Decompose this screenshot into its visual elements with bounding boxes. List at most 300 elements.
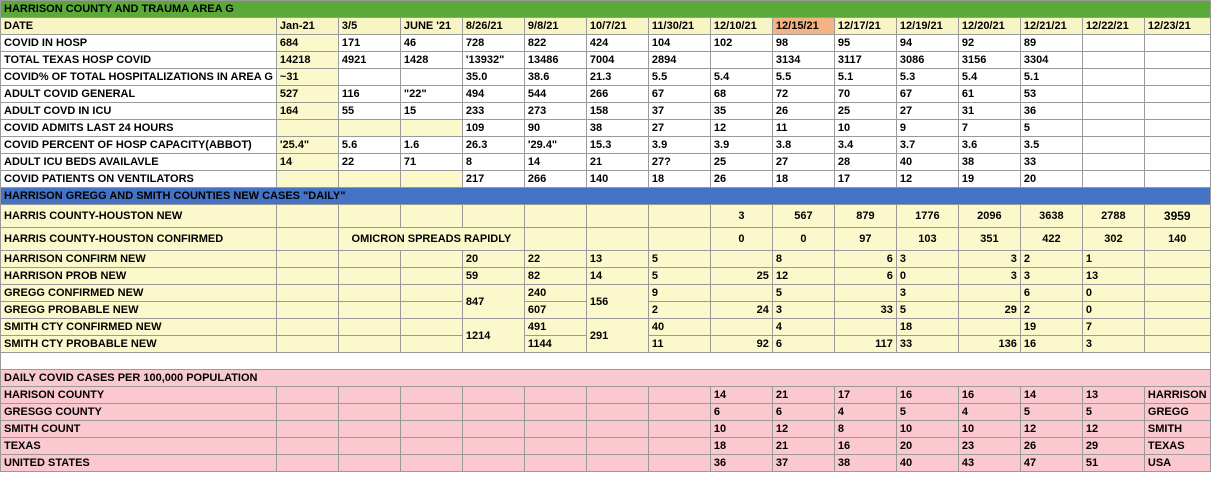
empty-cell[interactable] xyxy=(400,268,462,285)
data-cell[interactable]: 0 xyxy=(896,268,958,285)
data-cell[interactable]: "22" xyxy=(400,86,462,103)
row-tag[interactable]: SMITH xyxy=(1144,421,1210,438)
data-cell[interactable] xyxy=(710,319,772,336)
data-cell[interactable]: 72 xyxy=(772,86,834,103)
empty-cell[interactable] xyxy=(400,421,462,438)
data-cell[interactable]: 14 xyxy=(710,387,772,404)
data-cell[interactable]: 5 xyxy=(1082,404,1144,421)
data-cell[interactable]: 94 xyxy=(896,35,958,52)
data-cell[interactable]: 33 xyxy=(1020,154,1082,171)
data-cell[interactable] xyxy=(710,251,772,268)
row-label[interactable]: GRESGG COUNTY xyxy=(1,404,277,421)
empty-cell[interactable] xyxy=(462,421,524,438)
merged-cell[interactable]: 1214 xyxy=(462,319,524,353)
data-cell[interactable]: 3.8 xyxy=(772,137,834,154)
data-cell[interactable]: 266 xyxy=(524,171,586,188)
data-cell[interactable]: 26.3 xyxy=(462,137,524,154)
row-label[interactable]: HARISON COUNTY xyxy=(1,387,277,404)
empty-cell[interactable] xyxy=(276,268,338,285)
data-cell[interactable]: 544 xyxy=(524,86,586,103)
data-cell[interactable]: 0 xyxy=(710,228,772,251)
data-cell[interactable]: 10 xyxy=(834,120,896,137)
data-cell[interactable] xyxy=(834,285,896,302)
empty-cell[interactable] xyxy=(524,455,586,472)
empty-cell[interactable] xyxy=(648,228,710,251)
row-label[interactable]: HARRIS COUNTY-HOUSTON NEW xyxy=(1,205,277,228)
date-header-label[interactable]: DATE xyxy=(1,18,277,35)
data-cell[interactable]: 217 xyxy=(462,171,524,188)
data-cell[interactable]: 3134 xyxy=(772,52,834,69)
data-cell[interactable]: 5.3 xyxy=(896,69,958,86)
data-cell[interactable]: 9 xyxy=(896,120,958,137)
data-cell[interactable]: 3156 xyxy=(958,52,1020,69)
data-cell[interactable]: '13932" xyxy=(462,52,524,69)
row-label[interactable]: GREGG CONFIRMED NEW xyxy=(1,285,277,302)
data-cell[interactable]: 136 xyxy=(958,336,1020,353)
empty-cell[interactable] xyxy=(400,438,462,455)
data-cell[interactable]: 4921 xyxy=(338,52,400,69)
row-label[interactable]: COVID IN HOSP xyxy=(1,35,277,52)
data-cell[interactable]: 21 xyxy=(772,387,834,404)
data-cell[interactable]: 171 xyxy=(338,35,400,52)
data-cell[interactable]: 14218 xyxy=(276,52,338,69)
data-cell[interactable]: 12 xyxy=(710,120,772,137)
empty-cell[interactable] xyxy=(524,205,586,228)
data-cell[interactable]: 59 xyxy=(462,268,524,285)
date-header-cell[interactable]: 12/22/21 xyxy=(1082,18,1144,35)
data-cell[interactable] xyxy=(1144,69,1210,86)
data-cell[interactable] xyxy=(1082,69,1144,86)
row-label[interactable]: COVID PATIENTS ON VENTILATORS xyxy=(1,171,277,188)
data-cell[interactable]: 25 xyxy=(710,268,772,285)
data-cell[interactable]: 95 xyxy=(834,35,896,52)
data-cell[interactable]: 38 xyxy=(834,455,896,472)
empty-cell[interactable] xyxy=(462,205,524,228)
empty-cell[interactable] xyxy=(338,404,400,421)
data-cell[interactable]: 140 xyxy=(586,171,648,188)
data-cell[interactable]: 21 xyxy=(586,154,648,171)
data-cell[interactable]: 3.5 xyxy=(1020,137,1082,154)
date-header-cell[interactable]: 9/8/21 xyxy=(524,18,586,35)
empty-cell[interactable] xyxy=(524,387,586,404)
empty-cell[interactable] xyxy=(338,455,400,472)
empty-cell[interactable] xyxy=(400,319,462,336)
date-header-cell[interactable]: Jan-21 xyxy=(276,18,338,35)
data-cell[interactable]: 5.4 xyxy=(958,69,1020,86)
data-cell[interactable]: 7 xyxy=(958,120,1020,137)
data-cell[interactable]: 5.4 xyxy=(710,69,772,86)
empty-cell[interactable] xyxy=(400,302,462,319)
data-cell[interactable]: 3.6 xyxy=(958,137,1020,154)
data-cell[interactable]: 16 xyxy=(896,387,958,404)
data-cell[interactable]: 16 xyxy=(834,438,896,455)
empty-cell[interactable] xyxy=(462,438,524,455)
data-cell[interactable] xyxy=(276,171,338,188)
data-cell[interactable]: 3 xyxy=(1020,268,1082,285)
date-header-cell[interactable]: 12/10/21 xyxy=(710,18,772,35)
data-cell[interactable]: 12 xyxy=(1020,421,1082,438)
section-title-new-cases[interactable]: HARRISON GREGG AND SMITH COUNTIES NEW CASES "DAILY" xyxy=(1,188,1211,205)
row-label[interactable]: UNITED STATES xyxy=(1,455,277,472)
data-cell[interactable] xyxy=(338,69,400,86)
data-cell[interactable] xyxy=(400,171,462,188)
data-cell[interactable]: 92 xyxy=(958,35,1020,52)
data-cell[interactable]: 26 xyxy=(772,103,834,120)
data-cell[interactable]: 89 xyxy=(1020,35,1082,52)
empty-cell[interactable] xyxy=(338,205,400,228)
data-cell[interactable]: 25 xyxy=(834,103,896,120)
data-cell[interactable]: 5 xyxy=(896,404,958,421)
data-cell[interactable]: 15.3 xyxy=(586,137,648,154)
row-tag[interactable]: HARRISON xyxy=(1144,387,1210,404)
empty-cell[interactable] xyxy=(648,421,710,438)
empty-cell[interactable] xyxy=(462,387,524,404)
row-label[interactable]: HARRIS COUNTY-HOUSTON CONFIRMED xyxy=(1,228,277,251)
empty-cell[interactable] xyxy=(338,302,400,319)
merged-cell[interactable]: 847 xyxy=(462,285,524,319)
data-cell[interactable]: 1776 xyxy=(896,205,958,228)
data-cell[interactable]: 5 xyxy=(1020,404,1082,421)
data-cell[interactable]: 302 xyxy=(1082,228,1144,251)
data-cell[interactable]: 491 xyxy=(524,319,586,336)
row-label[interactable]: TEXAS xyxy=(1,438,277,455)
empty-cell[interactable] xyxy=(276,319,338,336)
data-cell[interactable]: 4 xyxy=(834,404,896,421)
merged-cell[interactable]: 156 xyxy=(586,285,648,319)
data-cell[interactable]: 13486 xyxy=(524,52,586,69)
data-cell[interactable]: 4 xyxy=(772,319,834,336)
empty-cell[interactable] xyxy=(276,228,338,251)
empty-cell[interactable] xyxy=(400,251,462,268)
empty-cell[interactable] xyxy=(338,421,400,438)
data-cell[interactable]: 28 xyxy=(834,154,896,171)
row-label[interactable]: SMITH COUNT xyxy=(1,421,277,438)
data-cell[interactable]: 116 xyxy=(338,86,400,103)
data-cell[interactable] xyxy=(958,285,1020,302)
empty-cell[interactable] xyxy=(276,251,338,268)
empty-cell[interactable] xyxy=(338,387,400,404)
data-cell[interactable]: 10 xyxy=(896,421,958,438)
data-cell[interactable] xyxy=(710,52,772,69)
empty-cell[interactable] xyxy=(586,438,648,455)
data-cell[interactable]: 27 xyxy=(772,154,834,171)
data-cell[interactable]: 2894 xyxy=(648,52,710,69)
empty-cell[interactable] xyxy=(400,205,462,228)
data-cell[interactable]: 8 xyxy=(462,154,524,171)
data-cell[interactable]: 24 xyxy=(710,302,772,319)
data-cell[interactable] xyxy=(1144,52,1210,69)
data-cell[interactable]: 38.6 xyxy=(524,69,586,86)
data-cell[interactable]: 140 xyxy=(1144,228,1210,251)
data-cell[interactable]: 6 xyxy=(1020,285,1082,302)
empty-cell[interactable] xyxy=(338,285,400,302)
data-cell[interactable]: 3.9 xyxy=(648,137,710,154)
data-cell[interactable]: 2788 xyxy=(1082,205,1144,228)
empty-cell[interactable] xyxy=(586,455,648,472)
row-tag[interactable]: USA xyxy=(1144,455,1210,472)
empty-cell[interactable] xyxy=(338,336,400,353)
empty-cell[interactable] xyxy=(276,404,338,421)
row-tag[interactable]: GREGG xyxy=(1144,404,1210,421)
empty-cell[interactable] xyxy=(276,302,338,319)
data-cell[interactable]: 16 xyxy=(1020,336,1082,353)
data-cell[interactable]: 20 xyxy=(462,251,524,268)
data-cell[interactable]: 22 xyxy=(338,154,400,171)
empty-cell[interactable] xyxy=(400,285,462,302)
data-cell[interactable]: 29 xyxy=(958,302,1020,319)
data-cell[interactable]: 5.1 xyxy=(1020,69,1082,86)
data-cell[interactable] xyxy=(1082,120,1144,137)
data-cell[interactable] xyxy=(1082,35,1144,52)
data-cell[interactable]: 5.1 xyxy=(834,69,896,86)
merged-cell[interactable]: 291 xyxy=(586,319,648,353)
data-cell[interactable]: 240 xyxy=(524,285,586,302)
empty-cell[interactable] xyxy=(276,205,338,228)
data-cell[interactable]: 5 xyxy=(648,268,710,285)
data-cell[interactable]: 13 xyxy=(1082,387,1144,404)
data-cell[interactable]: 8 xyxy=(772,251,834,268)
data-cell[interactable]: 17 xyxy=(834,387,896,404)
data-cell[interactable]: 67 xyxy=(648,86,710,103)
data-cell[interactable]: 1 xyxy=(1082,251,1144,268)
data-cell[interactable]: 18 xyxy=(896,319,958,336)
empty-cell[interactable] xyxy=(586,387,648,404)
data-cell[interactable]: 351 xyxy=(958,228,1020,251)
data-cell[interactable]: 18 xyxy=(772,171,834,188)
empty-cell[interactable] xyxy=(276,455,338,472)
data-cell[interactable]: 3 xyxy=(958,268,1020,285)
empty-cell[interactable] xyxy=(648,404,710,421)
data-cell[interactable]: 5.5 xyxy=(772,69,834,86)
data-cell[interactable]: 16 xyxy=(958,387,1020,404)
data-cell[interactable]: 11 xyxy=(772,120,834,137)
data-cell[interactable] xyxy=(1144,103,1210,120)
empty-cell[interactable] xyxy=(338,251,400,268)
data-cell[interactable]: 13 xyxy=(586,251,648,268)
data-cell[interactable]: 55 xyxy=(338,103,400,120)
data-cell[interactable]: 33 xyxy=(896,336,958,353)
data-cell[interactable]: 8 xyxy=(834,421,896,438)
data-cell[interactable]: 2096 xyxy=(958,205,1020,228)
date-header-cell[interactable]: 10/7/21 xyxy=(586,18,648,35)
data-cell[interactable]: 29 xyxy=(1082,438,1144,455)
empty-cell[interactable] xyxy=(276,421,338,438)
data-cell[interactable] xyxy=(1144,35,1210,52)
data-cell[interactable]: 822 xyxy=(524,35,586,52)
data-cell[interactable]: 14 xyxy=(586,268,648,285)
row-label[interactable]: SMITH CTY PROBABLE NEW xyxy=(1,336,277,353)
data-cell[interactable]: 14 xyxy=(1020,387,1082,404)
data-cell[interactable]: 98 xyxy=(772,35,834,52)
data-cell[interactable]: 494 xyxy=(462,86,524,103)
empty-cell[interactable] xyxy=(276,438,338,455)
data-cell[interactable] xyxy=(338,171,400,188)
empty-cell[interactable] xyxy=(1144,336,1210,353)
data-cell[interactable]: 36 xyxy=(1020,103,1082,120)
data-cell[interactable]: 607 xyxy=(524,302,586,319)
data-cell[interactable]: 0 xyxy=(772,228,834,251)
data-cell[interactable]: 6 xyxy=(834,251,896,268)
row-label[interactable]: HARRISON CONFIRM NEW xyxy=(1,251,277,268)
data-cell[interactable]: 158 xyxy=(586,103,648,120)
data-cell[interactable]: 5 xyxy=(896,302,958,319)
date-header-cell[interactable]: 12/23/21 xyxy=(1144,18,1210,35)
data-cell[interactable]: 97 xyxy=(834,228,896,251)
data-cell[interactable]: 4 xyxy=(958,404,1020,421)
data-cell[interactable] xyxy=(1144,154,1210,171)
data-cell[interactable]: 3 xyxy=(896,251,958,268)
row-label[interactable]: ADULT COVD IN ICU xyxy=(1,103,277,120)
data-cell[interactable]: 5 xyxy=(1020,120,1082,137)
data-cell[interactable]: 67 xyxy=(896,86,958,103)
empty-cell[interactable] xyxy=(586,228,648,251)
row-label[interactable]: SMITH CTY CONFIRMED NEW xyxy=(1,319,277,336)
data-cell[interactable]: 25 xyxy=(710,154,772,171)
date-header-cell[interactable]: 12/20/21 xyxy=(958,18,1020,35)
data-cell[interactable] xyxy=(1082,86,1144,103)
empty-cell[interactable] xyxy=(338,319,400,336)
data-cell[interactable]: 2 xyxy=(1020,302,1082,319)
data-cell[interactable]: 527 xyxy=(276,86,338,103)
data-cell[interactable]: 35 xyxy=(710,103,772,120)
data-cell[interactable]: 1428 xyxy=(400,52,462,69)
date-header-cell[interactable]: 12/17/21 xyxy=(834,18,896,35)
data-cell[interactable]: 164 xyxy=(276,103,338,120)
data-cell[interactable]: 22 xyxy=(524,251,586,268)
data-cell[interactable]: 266 xyxy=(586,86,648,103)
data-cell[interactable]: 5 xyxy=(648,251,710,268)
data-cell[interactable]: 424 xyxy=(586,35,648,52)
empty-cell[interactable] xyxy=(524,228,586,251)
data-cell[interactable]: 3086 xyxy=(896,52,958,69)
data-cell[interactable]: 14 xyxy=(524,154,586,171)
data-cell[interactable]: 9 xyxy=(648,285,710,302)
data-cell[interactable] xyxy=(338,120,400,137)
data-cell[interactable]: '29.4" xyxy=(524,137,586,154)
data-cell[interactable]: '25.4" xyxy=(276,137,338,154)
data-cell[interactable] xyxy=(1144,86,1210,103)
row-label[interactable]: COVID% OF TOTAL HOSPITALIZATIONS IN AREA G xyxy=(1,69,277,86)
data-cell[interactable]: 684 xyxy=(276,35,338,52)
data-cell[interactable]: 18 xyxy=(648,171,710,188)
date-header-cell[interactable]: 12/19/21 xyxy=(896,18,958,35)
omicron-note[interactable]: OMICRON SPREADS RAPIDLY xyxy=(338,228,524,251)
data-cell[interactable]: 10 xyxy=(710,421,772,438)
empty-cell[interactable] xyxy=(524,438,586,455)
data-cell[interactable]: 728 xyxy=(462,35,524,52)
data-cell[interactable]: 3638 xyxy=(1020,205,1082,228)
data-cell[interactable]: 3959 xyxy=(1144,205,1210,228)
date-header-cell[interactable]: 12/21/21 xyxy=(1020,18,1082,35)
data-cell[interactable]: 18 xyxy=(710,438,772,455)
data-cell[interactable]: 3304 xyxy=(1020,52,1082,69)
data-cell[interactable]: 879 xyxy=(834,205,896,228)
data-cell[interactable]: 82 xyxy=(524,268,586,285)
empty-cell[interactable] xyxy=(1144,285,1210,302)
data-cell[interactable]: 26 xyxy=(1020,438,1082,455)
data-cell[interactable]: 37 xyxy=(648,103,710,120)
data-cell[interactable]: 0 xyxy=(1082,285,1144,302)
data-cell[interactable]: 567 xyxy=(772,205,834,228)
data-cell[interactable] xyxy=(1144,137,1210,154)
empty-cell[interactable] xyxy=(648,205,710,228)
data-cell[interactable]: 3117 xyxy=(834,52,896,69)
data-cell[interactable] xyxy=(1144,120,1210,137)
data-cell[interactable]: 38 xyxy=(586,120,648,137)
data-cell[interactable]: 12 xyxy=(896,171,958,188)
data-cell[interactable] xyxy=(276,120,338,137)
date-header-cell[interactable]: JUNE '21 xyxy=(400,18,462,35)
empty-cell[interactable] xyxy=(276,285,338,302)
data-cell[interactable] xyxy=(1144,171,1210,188)
data-cell[interactable]: 3 xyxy=(710,205,772,228)
data-cell[interactable]: 5.6 xyxy=(338,137,400,154)
data-cell[interactable]: 12 xyxy=(772,421,834,438)
data-cell[interactable]: 7 xyxy=(1082,319,1144,336)
empty-cell[interactable] xyxy=(586,404,648,421)
data-cell[interactable]: 40 xyxy=(648,319,710,336)
empty-cell[interactable] xyxy=(648,438,710,455)
data-cell[interactable]: 11 xyxy=(648,336,710,353)
data-cell[interactable]: 7004 xyxy=(586,52,648,69)
data-cell[interactable]: 117 xyxy=(834,336,896,353)
data-cell[interactable]: 27 xyxy=(896,103,958,120)
data-cell[interactable]: 20 xyxy=(1020,171,1082,188)
data-cell[interactable]: 21 xyxy=(772,438,834,455)
date-header-cell[interactable]: 12/15/21 xyxy=(772,18,834,35)
data-cell[interactable]: 5.5 xyxy=(648,69,710,86)
data-cell[interactable]: 2 xyxy=(648,302,710,319)
data-cell[interactable]: 103 xyxy=(896,228,958,251)
data-cell[interactable]: 40 xyxy=(896,154,958,171)
sheet-title[interactable]: HARRISON COUNTY AND TRAUMA AREA G xyxy=(1,1,1211,18)
data-cell[interactable]: 13 xyxy=(1082,268,1144,285)
empty-cell[interactable] xyxy=(648,387,710,404)
data-cell[interactable]: 31 xyxy=(958,103,1020,120)
data-cell[interactable]: 109 xyxy=(462,120,524,137)
empty-cell[interactable] xyxy=(1144,251,1210,268)
data-cell[interactable]: 90 xyxy=(524,120,586,137)
row-label[interactable]: HARRISON PROB NEW xyxy=(1,268,277,285)
date-header-cell[interactable]: 11/30/21 xyxy=(648,18,710,35)
data-cell[interactable]: 422 xyxy=(1020,228,1082,251)
data-cell[interactable]: 6 xyxy=(772,336,834,353)
data-cell[interactable]: 61 xyxy=(958,86,1020,103)
data-cell[interactable] xyxy=(400,69,462,86)
row-label[interactable]: ADULT ICU BEDS AVAILAVLE xyxy=(1,154,277,171)
data-cell[interactable]: 12 xyxy=(772,268,834,285)
empty-cell[interactable] xyxy=(276,336,338,353)
data-cell[interactable]: 33 xyxy=(834,302,896,319)
data-cell[interactable]: 70 xyxy=(834,86,896,103)
data-cell[interactable]: 233 xyxy=(462,103,524,120)
data-cell[interactable]: 5 xyxy=(772,285,834,302)
date-header-cell[interactable]: 3/5 xyxy=(338,18,400,35)
data-cell[interactable]: 6 xyxy=(834,268,896,285)
empty-cell[interactable] xyxy=(1144,302,1210,319)
data-cell[interactable] xyxy=(834,319,896,336)
section-title-per-100k[interactable]: DAILY COVID CASES PER 100,000 POPULATION xyxy=(1,370,1211,387)
data-cell[interactable]: 35.0 xyxy=(462,69,524,86)
data-cell[interactable] xyxy=(1082,154,1144,171)
data-cell[interactable]: 1144 xyxy=(524,336,586,353)
data-cell[interactable]: 38 xyxy=(958,154,1020,171)
data-cell[interactable]: 12 xyxy=(1082,421,1144,438)
data-cell[interactable]: 0 xyxy=(1082,302,1144,319)
data-cell[interactable]: 43 xyxy=(958,455,1020,472)
empty-cell[interactable] xyxy=(586,421,648,438)
data-cell[interactable]: 37 xyxy=(772,455,834,472)
